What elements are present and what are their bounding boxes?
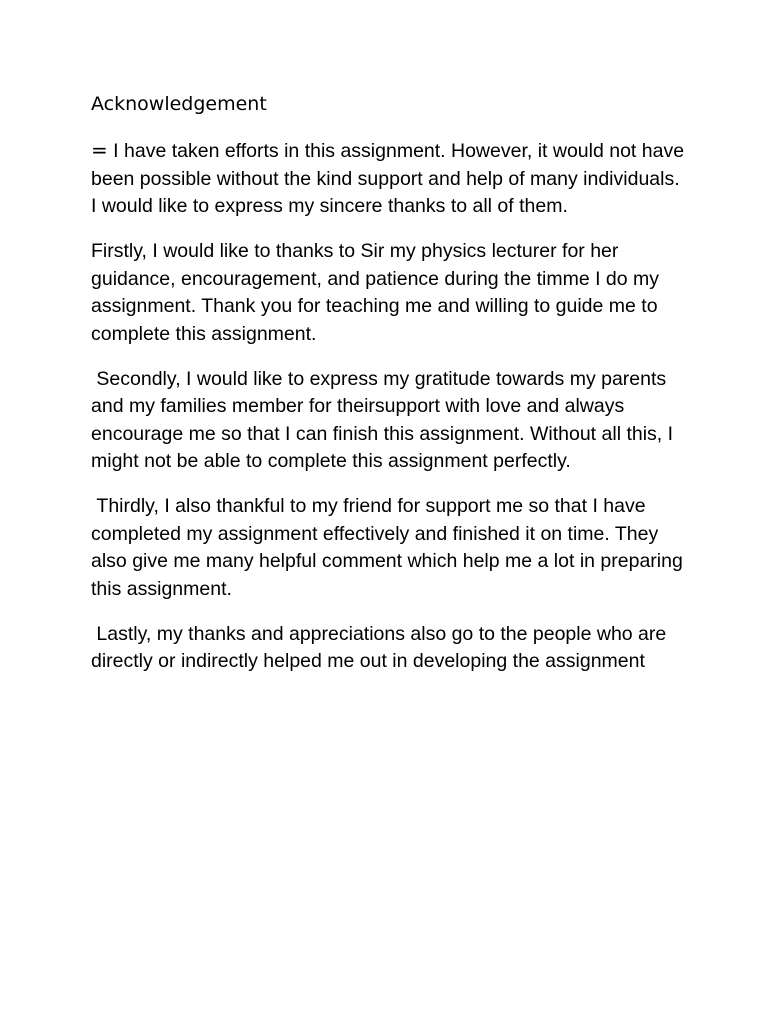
equals-symbol: =	[91, 138, 108, 162]
document-title: Acknowledgement	[91, 93, 267, 115]
document-body	[91, 92, 690, 693]
paragraph-secondly: Secondly, I would like to express my gratitude towards my parents and my families member for theirsupport with love and always encourage me so that I can finish this assignment. Without all this, I might not be able to complete this assignment perfectly.	[91, 367, 679, 472]
paragraph-intro	[91, 137, 690, 221]
paragraph-thirdly: Thirdly, I also thankful to my friend for support me so that I have completed my assignment effectively and finished it on time. They also give me many helpful comment which help me a lot in preparing this assignment.	[91, 495, 689, 600]
paragraph-lastly: Lastly, my thanks and appreciations also go to the people who are directly or indirectly helped me out in developing the assignment	[91, 622, 672, 672]
paragraph-firstly: Firstly, I would like to thanks to Sir my physics lecturer for her guidance, encouragement, and patience during the timme I do my assignment. Thank you for teaching me and willing to guide me to complete this assignment.	[91, 240, 665, 345]
paragraph-intro-text: I have taken efforts in this assignment. However, it would not have been possible without the kind support and help of many individuals. I would like to express my sincere thanks to all of them.	[91, 140, 690, 217]
